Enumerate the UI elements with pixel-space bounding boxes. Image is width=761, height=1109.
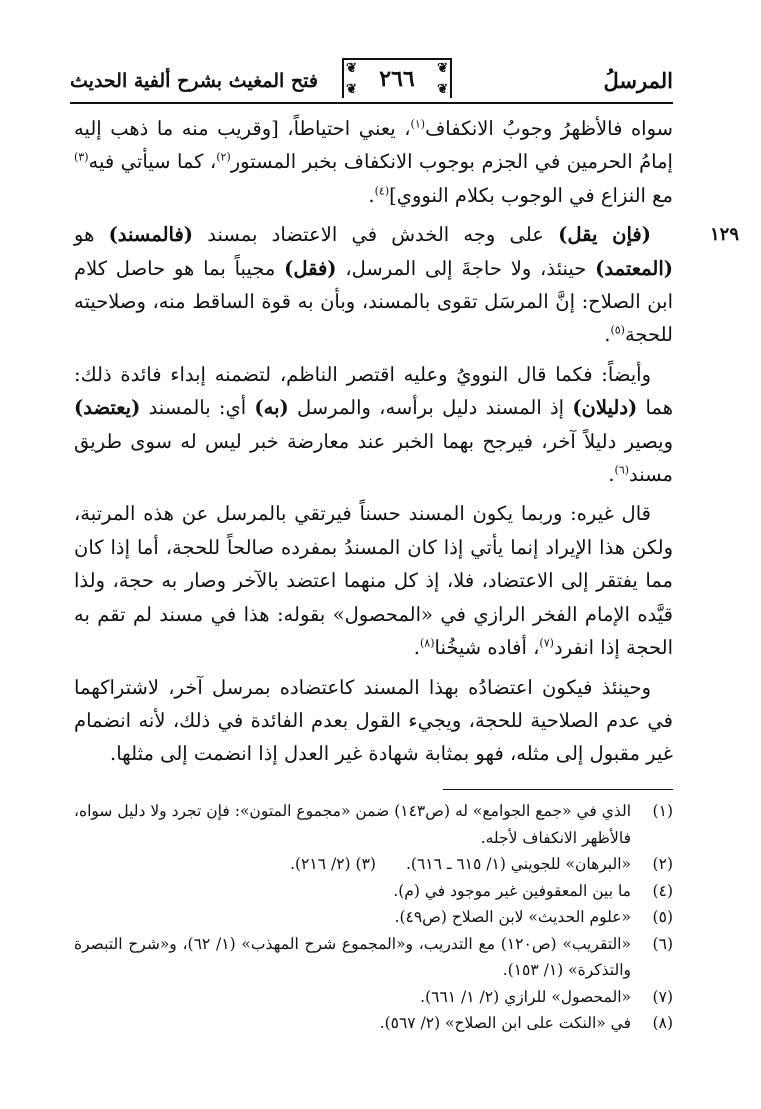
- paragraph-4: قال غيره: وربما يكون المسند حسناً فيرتقي بالمرسل عن هذه المرتبة، ولكن هذا الإيراد إنما يأتي إذا كان المسندُ بمفرده صالحاً للحجة، أما إذا كان مما يفتقر إلى الاعتضاد، فلا، إذ كل منهما اعتضد بالآخر وصار به حجة، ولذا قيَّده الإمام الفخر الرازي في «المحصول» بقوله: هذا في مسند لم تقم به الحجة إذا انفرد$^{(٧)}$، أفاده شيخُنا$^{(٨)}$.: [74, 502, 673, 660]
- footnote-8: (٨) في «النكت على ابن الصلاح» (٢/ ٥٦٧).: [379, 1014, 673, 1032]
- footnote-5: (٥) «علوم الحديث» لابن الصلاح (ص٤٩).: [394, 908, 673, 926]
- page-header: [70, 58, 673, 104]
- footnote-ref: (١): [410, 117, 426, 131]
- corner-ornament-icon: ❦: [437, 82, 448, 97]
- corner-ornament-icon: ❦: [437, 61, 448, 76]
- paragraph-1: سواه فالأظهرُ وجوبُ الانكفاف$^{(١)}$، يعني احتياطاً، [وقريب منه ما ذهب إليه إمامُ الحرمين في الجزم بوجوب الانكفاف بخبر المستور$^{(٢)}$، كما سيأتي فيه$^{(٣)}$ مع النزاع في الوجوب بكلام النووي]$^{(٤)}$.: [74, 117, 673, 207]
- footnotes: [74, 798, 673, 1037]
- paragraph-5: وحينئذ فيكون اعتضادُه بهذا المسند كاعتضاده بمرسل آخر، لاشتراكهما في عدم الصلاحية للحجة، ويجيء القول بعدم الفائدة في ذلك، لأنه انضمام غير مقبول إلى مثله، فهو بمثابة شهادة غير العدل إذا انضمت إلى مثلها.: [74, 675, 673, 766]
- paragraph-2: ١٢٩ (فإن يقل) على وجه الخدش في الاعتضاد بمسند (فالمسند) هو (المعتمد) حينئذ، ولا حاجةَ إلى المرسل، (فقل) مجيباً بما هو حاصل كلام ابن الصلاح: إنَّ المرسَل تقوى بالمسند، وبأن به قوة الساقط منه، وصلاحيته للحجة$^{(٥)}$.: [74, 218, 673, 352]
- corner-ornament-icon: ❦: [346, 61, 357, 76]
- book-title: فتح المغيث بشرح ألفية الحديث: [70, 70, 318, 92]
- footnote-4: (٤) ما بين المعقوفين غير موجود في (م).: [393, 881, 673, 900]
- footnote-3-num: (٣): [355, 855, 376, 873]
- footnote-6: (٦) «التقريب» (ص١٢٠) مع التدريب، و«المجموع شرح المهذب» (١/ ٦٢)، و«شرح التبصرة والتذكرة» (١/ ١٥٣).: [74, 934, 673, 979]
- footnote-ref: (٥): [610, 323, 625, 337]
- footnote-ref: (٨): [419, 636, 435, 650]
- corner-ornament-icon: ❦: [346, 82, 357, 97]
- main-text: [74, 112, 739, 777]
- footnote-ref: (٤): [374, 184, 390, 198]
- footnote-ref: (٧): [539, 636, 554, 650]
- footnote-divider: [443, 789, 673, 790]
- footnote-ref: (٣): [74, 150, 89, 164]
- footnote-ref: (٦): [614, 463, 630, 477]
- paragraph-3: وأيضاً: فكما قال النوويُ وعليه اقتصر الناظم، لتضمنه إبداء فائدة ذلك: هما (دليلان) إذ المسند دليل برأسه، والمرسل (به) أي: بالمسند (يعتضد) ويصير دليلاً آخر، فيرجح بهما الخبر عند معارضة خبر ليس له سوى طريق مسند$^{(٦)}$.: [74, 362, 673, 487]
- chapter-title: المرسلُ: [603, 68, 673, 93]
- footnote-3-text: (٢/ ٢١٦).: [290, 855, 351, 873]
- page-number: ٢٦٦: [379, 66, 415, 92]
- margin-verse-number: ١٢٩: [709, 224, 739, 246]
- footnote-7: (٧) «المحصول» للرازي (٢/ ١/ ٦٦١).: [420, 987, 673, 1006]
- footnote-2: (٢) «البرهان» للجويني (١/ ٦١٥ ـ ٦١٦).(٣) (٢/ ٢١٦).: [290, 855, 673, 873]
- footnote-ref: (٢): [216, 150, 231, 164]
- page-number-box: [342, 58, 452, 98]
- footnote-1: (١) الذي في «جمع الجوامع» له (ص١٤٣) ضمن «مجموع المتون»: فإن تجرد ولا دليل سواه، فالأظهر الانكفاف لأجله.: [74, 802, 673, 847]
